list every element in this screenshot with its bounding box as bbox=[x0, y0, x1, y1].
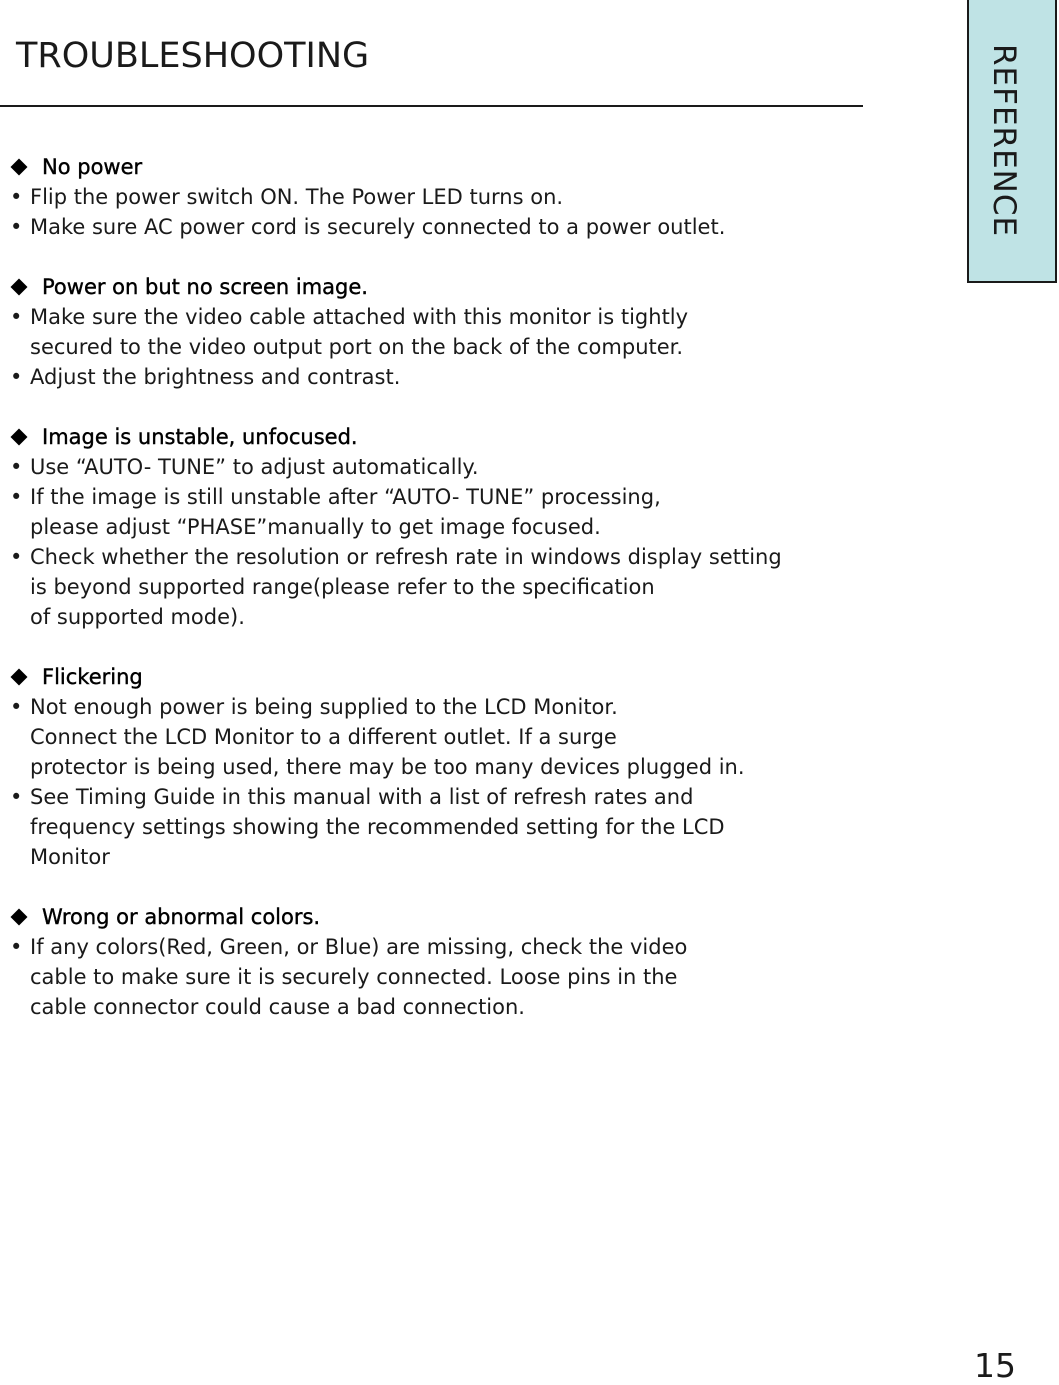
diamond-bullet-icon bbox=[11, 669, 28, 686]
troubleshooting-section bbox=[10, 272, 870, 392]
section-heading-text: Image is unstable, unfocused. bbox=[42, 425, 358, 449]
diamond-bullet-icon bbox=[11, 159, 28, 176]
list-item-text: is beyond supported range(please refer to the specification bbox=[30, 575, 655, 599]
troubleshooting-section bbox=[10, 902, 870, 1022]
list-item-text: please adjust “PHASE”manually to get image focused. bbox=[30, 515, 601, 539]
bullet-dot-icon: • bbox=[10, 305, 23, 329]
list-item bbox=[10, 692, 870, 782]
diamond-bullet-icon bbox=[11, 279, 28, 296]
reference-tab-label: REFERENCE bbox=[986, 44, 1022, 238]
bullet-dot-icon: • bbox=[10, 935, 23, 959]
section-heading-text: Flickering bbox=[42, 665, 143, 689]
list-item-text: cable to make sure it is securely connected. Loose pins in the bbox=[30, 965, 678, 989]
section-heading-text: No power bbox=[42, 155, 143, 179]
list-item bbox=[10, 542, 870, 632]
troubleshooting-section bbox=[10, 152, 870, 242]
list-item-text: frequency settings showing the recommended setting for the LCD bbox=[30, 815, 725, 839]
list-item bbox=[10, 212, 870, 242]
section-heading bbox=[10, 902, 870, 932]
troubleshooting-list bbox=[10, 152, 870, 1052]
list-item bbox=[10, 302, 870, 362]
reference-tab bbox=[967, 0, 1057, 283]
list-item-text: of supported mode). bbox=[30, 605, 245, 629]
page-number: 15 bbox=[974, 1346, 1016, 1385]
list-item-text: Check whether the resolution or refresh rate in windows display setting bbox=[30, 545, 782, 569]
bullet-dot-icon: • bbox=[10, 545, 23, 569]
section-heading bbox=[10, 272, 870, 302]
bullet-dot-icon: • bbox=[10, 485, 23, 509]
list-item-text: Use “AUTO- TUNE” to adjust automatically. bbox=[30, 455, 479, 479]
bullet-dot-icon: • bbox=[10, 785, 23, 809]
section-heading bbox=[10, 662, 870, 692]
bullet-dot-icon: • bbox=[10, 185, 23, 209]
list-item-text: Connect the LCD Monitor to a different outlet. If a surge bbox=[30, 725, 617, 749]
list-item-text: Not enough power is being supplied to the LCD Monitor. bbox=[30, 695, 618, 719]
page-title: TROUBLESHOOTING bbox=[16, 36, 370, 76]
diamond-bullet-icon bbox=[11, 909, 28, 926]
list-item bbox=[10, 782, 870, 872]
list-item-text: Monitor bbox=[30, 845, 110, 869]
section-heading bbox=[10, 152, 870, 182]
bullet-dot-icon: • bbox=[10, 455, 23, 479]
list-item bbox=[10, 482, 870, 542]
list-item bbox=[10, 932, 870, 1022]
bullet-dot-icon: • bbox=[10, 695, 23, 719]
section-heading bbox=[10, 422, 870, 452]
list-item bbox=[10, 362, 870, 392]
troubleshooting-section bbox=[10, 662, 870, 872]
list-item-text: Flip the power switch ON. The Power LED turns on. bbox=[30, 185, 564, 209]
list-item-text: Make sure AC power cord is securely connected to a power outlet. bbox=[30, 215, 726, 239]
list-item bbox=[10, 452, 870, 482]
bullet-dot-icon: • bbox=[10, 365, 23, 389]
list-item bbox=[10, 182, 870, 212]
list-item-text: See Timing Guide in this manual with a list of refresh rates and bbox=[30, 785, 694, 809]
section-heading-text: Power on but no screen image. bbox=[42, 275, 368, 299]
list-item-text: secured to the video output port on the back of the computer. bbox=[30, 335, 684, 359]
list-item-text: protector is being used, there may be too many devices plugged in. bbox=[30, 755, 745, 779]
bullet-dot-icon: • bbox=[10, 215, 23, 239]
list-item-text: If the image is still unstable after “AUTO- TUNE” processing, bbox=[30, 485, 661, 509]
title-divider bbox=[0, 105, 863, 107]
troubleshooting-section bbox=[10, 422, 870, 632]
list-item-text: cable connector could cause a bad connection. bbox=[30, 995, 525, 1019]
list-item-text: Make sure the video cable attached with this monitor is tightly bbox=[30, 305, 689, 329]
list-item-text: Adjust the brightness and contrast. bbox=[30, 365, 401, 389]
section-heading-text: Wrong or abnormal colors. bbox=[42, 905, 321, 929]
list-item-text: If any colors(Red, Green, or Blue) are missing, check the video bbox=[30, 935, 688, 959]
diamond-bullet-icon bbox=[11, 429, 28, 446]
